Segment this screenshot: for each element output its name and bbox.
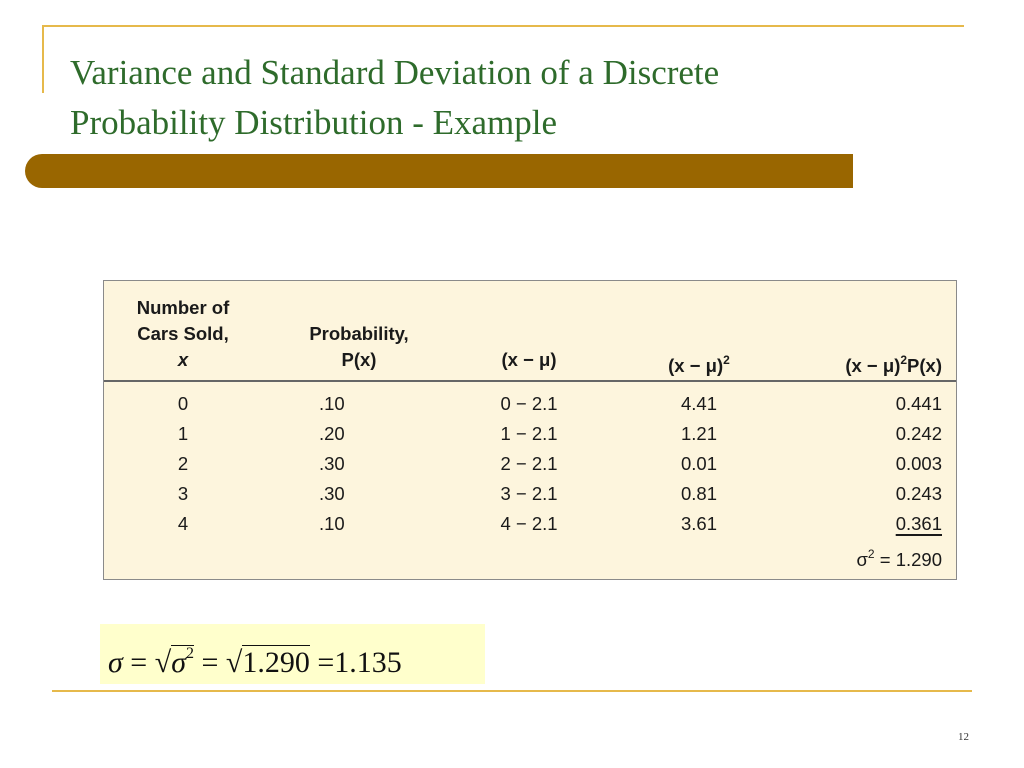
variance-symbol: σ xyxy=(856,549,868,570)
cell-weighted: 0.441 xyxy=(895,393,942,414)
formula-exponent: 2 xyxy=(185,645,194,662)
cell-weighted: 0.242 xyxy=(895,423,942,444)
cell-probability: .30 xyxy=(319,453,345,474)
header-cars-sold xyxy=(118,295,248,373)
cell-deviation-squared: 0.01 xyxy=(680,453,717,474)
header-dev-sq-exp: 2 xyxy=(723,353,730,367)
header-prod-tail: P(x) xyxy=(907,355,942,376)
title-line-1: Variance and Standard Deviation of a Discrete xyxy=(70,53,720,92)
cell-x: 4 xyxy=(177,513,189,534)
formula-equals-3: = xyxy=(317,646,335,679)
cell-deviation-squared: 0.81 xyxy=(680,483,717,504)
cell-deviation: 3 − 2.1 xyxy=(500,483,558,504)
header-deviation: (x − μ) xyxy=(501,349,557,370)
formula-sigma-2: σ xyxy=(171,646,186,679)
header-p-line-2: P(x) xyxy=(341,349,377,370)
cell-deviation: 4 − 2.1 xyxy=(500,513,558,534)
variance-equals: = xyxy=(879,549,891,570)
top-rule xyxy=(42,25,964,27)
variance-exponent: 2 xyxy=(867,547,875,561)
header-x-line-1: Number of xyxy=(136,297,230,318)
formula-equals-1: = xyxy=(130,646,148,679)
header-deviation-squared xyxy=(619,347,779,379)
header-x-var: x xyxy=(177,349,189,370)
sqrt-icon: √ xyxy=(225,646,243,679)
cell-deviation-squared: 1.21 xyxy=(680,423,717,444)
cell-weighted: 0.243 xyxy=(895,483,942,504)
formula-sigma: σ xyxy=(108,646,123,679)
cell-x: 1 xyxy=(177,423,189,444)
slide-title xyxy=(70,48,950,148)
cell-probability: .30 xyxy=(319,483,345,504)
header-x-line-2: Cars Sold, xyxy=(137,323,229,344)
title-line-2: Probability Distribution - Example xyxy=(70,103,558,142)
bottom-rule xyxy=(52,690,972,692)
header-x-line-3 xyxy=(118,347,248,373)
header-divider xyxy=(104,380,956,382)
std-dev-formula xyxy=(100,624,485,684)
variance-total xyxy=(764,539,942,575)
formula-equals-2: = xyxy=(201,646,219,679)
cell-deviation-squared: 3.61 xyxy=(680,513,717,534)
left-rule xyxy=(42,25,44,93)
variance-value: 1.290 xyxy=(895,549,942,570)
cell-deviation-squared: 4.41 xyxy=(680,393,717,414)
header-prod-exp: 2 xyxy=(900,353,908,367)
header-probability xyxy=(289,321,429,373)
formula-text xyxy=(108,636,402,681)
cell-probability: .10 xyxy=(319,393,345,414)
formula-result: 1.135 xyxy=(334,646,402,679)
cell-probability: .10 xyxy=(319,513,345,534)
cell-x: 2 xyxy=(177,453,189,474)
page-number: 12 xyxy=(958,731,969,743)
cell-deviation: 2 − 2.1 xyxy=(500,453,558,474)
cell-deviation: 0 − 2.1 xyxy=(500,393,558,414)
cell-x: 3 xyxy=(177,483,189,504)
header-prod-base: (x − μ) xyxy=(845,355,901,376)
cell-deviation: 1 − 2.1 xyxy=(500,423,558,444)
cell-probability: .20 xyxy=(319,423,345,444)
distribution-table xyxy=(103,280,957,580)
cell-weighted: 0.003 xyxy=(895,453,942,474)
accent-bar xyxy=(25,154,853,188)
header-dev-sq-base: (x − μ) xyxy=(668,355,724,376)
cell-weighted xyxy=(824,509,942,539)
radicand-sigma-squared xyxy=(171,645,194,679)
header-p-line-1: Probability, xyxy=(309,323,409,344)
radicand-value: 1.290 xyxy=(242,646,310,679)
cell-x: 0 xyxy=(177,393,189,414)
sqrt-icon: √ xyxy=(154,646,172,679)
header-weighted-deviation xyxy=(784,347,942,379)
cell-weighted-last: 0.361 xyxy=(895,513,942,534)
